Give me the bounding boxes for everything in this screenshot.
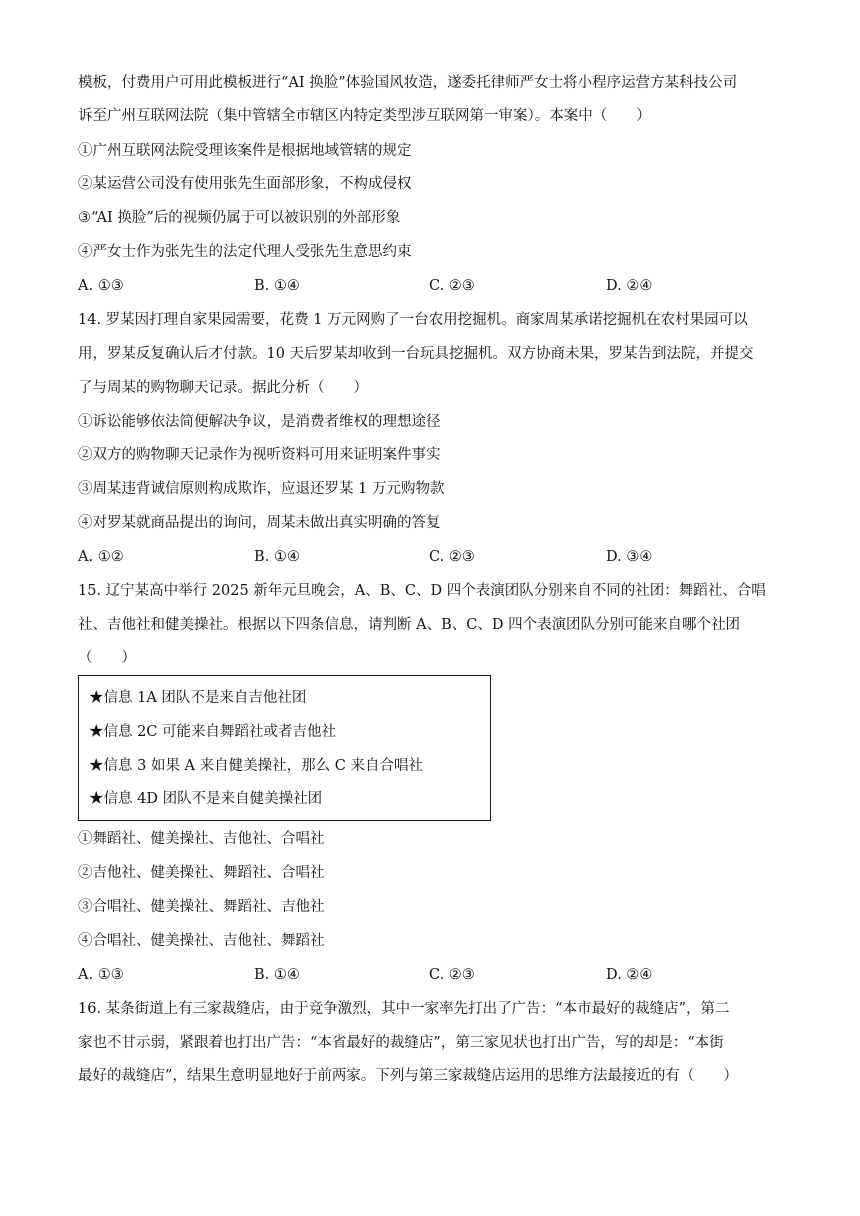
q16-stem-line-2: 家也不甘示弱，紧跟着也打出广告：“本省最好的裁缝店”，第三家见状也打出广告，写的却是：“本街 [78, 1035, 724, 1051]
q15-info-1: ★信息 1A 团队不是来自吉他社团 [89, 690, 307, 706]
q13-stem-line-1: 模板，付费用户可用此模板进行“AI 换脸”体验国风妆造，遂委托律师严女士将小程序运营方某科技公司 [78, 75, 738, 91]
q15-info-box [78, 675, 491, 821]
q14-option-b[interactable]: B. ①④ [254, 549, 300, 565]
q14-stem-line-2: 用，罗某反复确认后才付款。10 天后罗某却收到一台玩具挖掘机。双方协商未果，罗某告到法院，并提交 [78, 346, 754, 362]
q13-option-c[interactable]: C. ②③ [429, 278, 475, 294]
q15-info-3: ★信息 3 如果 A 来自健美操社，那么 C 来自合唱社 [89, 758, 423, 774]
q15-statement-4: ④合唱社、健美操社、吉他社、舞蹈社 [78, 933, 325, 949]
q15-stem-line-3: （ ） [78, 650, 136, 666]
q13-statement-3: ③“AI 换脸”后的视频仍属于可以被识别的外部形象 [78, 210, 401, 226]
q15-options [78, 965, 778, 985]
q13-statement-4: ④严女士作为张先生的法定代理人受张先生意思约束 [78, 244, 412, 260]
q15-statement-3: ③合唱社、健美操社、舞蹈社、吉他社 [78, 899, 325, 915]
q15-stem-line-1: 15. 辽宁某高中举行 2025 新年元旦晚会，A、B、C、D 四个表演团队分别来自不同的社团：舞蹈社、合唱 [78, 583, 766, 599]
q14-options [78, 547, 778, 567]
q14-stem-line-3: 了与周某的购物聊天记录。据此分析（ ） [78, 380, 368, 396]
q15-option-a[interactable]: A. ①③ [78, 967, 124, 983]
q16-stem-line-1: 16. 某条街道上有三家裁缝店，由于竞争激烈，其中一家率先打出了广告：“本市最好的裁缝店”，第二 [78, 1001, 730, 1017]
q15-option-b[interactable]: B. ①④ [254, 967, 300, 983]
q13-option-a[interactable]: A. ①③ [78, 278, 124, 294]
q15-info-4: ★信息 4D 团队不是来自健美操社团 [89, 791, 323, 807]
q14-statement-3: ③周某违背诚信原则构成欺诈，应退还罗某 1 万元购物款 [78, 481, 445, 497]
q15-option-d[interactable]: D. ②④ [606, 967, 653, 983]
q13-option-d[interactable]: D. ②④ [606, 278, 653, 294]
q15-info-2: ★信息 2C 可能来自舞蹈社或者吉他社 [89, 724, 337, 740]
q14-option-a[interactable]: A. ①② [78, 549, 124, 565]
q15-statement-2: ②吉他社、健美操社、舞蹈社、合唱社 [78, 865, 325, 881]
q14-stem-line-1: 14. 罗某因打理自家果园需要，花费 1 万元网购了一台农用挖掘机。商家周某承诺挖掘机在农村果园可以 [78, 312, 748, 328]
q14-statement-4: ④对罗某就商品提出的询问，周某未做出真实明确的答复 [78, 515, 441, 531]
q13-option-b[interactable]: B. ①④ [254, 278, 300, 294]
q13-stem-line-2: 诉至广州互联网法院（集中管辖全市辖区内特定类型涉互联网第一审案）。本案中（ ） [78, 108, 651, 124]
q16-stem-line-3: 最好的裁缝店”，结果生意明显地好于前两家。下列与第三家裁缝店运用的思维方法最接近的有（ ） [78, 1068, 738, 1084]
q14-statement-1: ①诉讼能够依法简便解决争议，是消费者维权的理想途径 [78, 414, 441, 430]
q14-option-c[interactable]: C. ②③ [429, 549, 475, 565]
q14-statement-2: ②双方的购物聊天记录作为视听资料可用来证明案件事实 [78, 447, 441, 463]
q15-statement-1: ①舞蹈社、健美操社、吉他社、合唱社 [78, 831, 325, 847]
q15-option-c[interactable]: C. ②③ [429, 967, 475, 983]
q15-stem-line-2: 社、吉他社和健美操社。根据以下四条信息，请判断 A、B、C、D 四个表演团队分别可能来自哪个社团 [78, 617, 741, 633]
q13-options [78, 276, 778, 296]
q13-statement-2: ②某运营公司没有使用张先生面部形象，不构成侵权 [78, 176, 412, 192]
q13-statement-1: ①广州互联网法院受理该案件是根据地域管辖的规定 [78, 143, 412, 159]
q14-option-d[interactable]: D. ③④ [606, 549, 653, 565]
